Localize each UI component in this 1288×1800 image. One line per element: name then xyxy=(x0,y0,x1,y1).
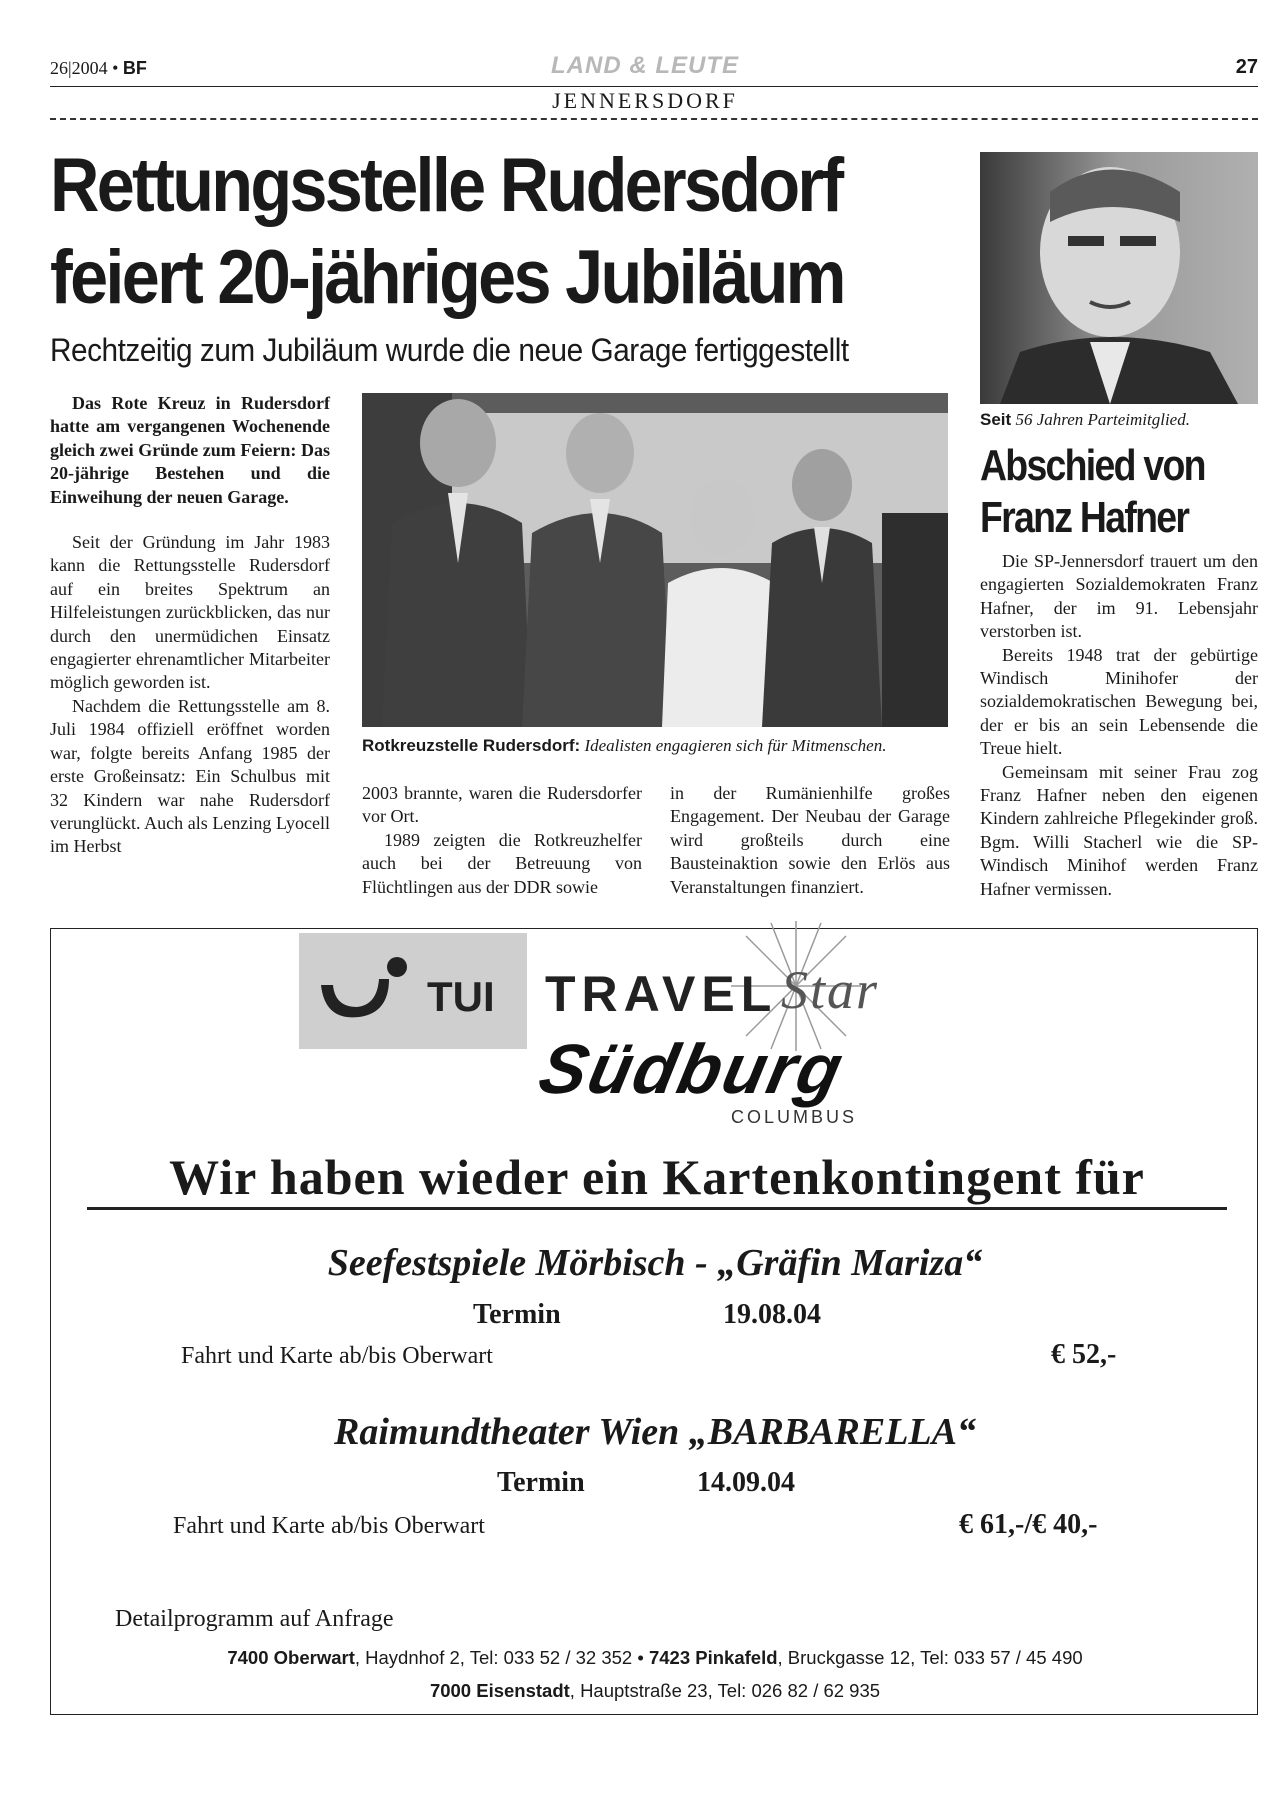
sidebar-paragraph-1: Die SP-Jennersdorf trauert um den engagierten Sozialdemokraten Franz Hafner, der im 91. Lebensjahr verstorben ist. xyxy=(980,551,1258,642)
sidebar-column xyxy=(980,550,1258,901)
contact-address-oberwart: , Haydnhof 2, Tel: 033 52 / 32 352 • xyxy=(354,1647,649,1668)
contact-address-eisenstadt: , Hauptstraße 23, Tel: 026 82 / 62 935 xyxy=(569,1680,881,1701)
sidebar-paragraph-2: Bereits 1948 trat der gebürtige Windisch Minihofer der sozialdemokratischen Bewegung bei, der er bis an sein Lebensende die Treue hielt. xyxy=(980,644,1258,759)
page-number: 27 xyxy=(1235,56,1258,78)
article-column-1 xyxy=(50,392,330,859)
portrait-illustration xyxy=(980,152,1258,404)
event-1-date: 19.08.04 xyxy=(723,1299,821,1330)
article-paragraph-5: in der Rumänienhilfe großes Engagement. Der Neubau der Garage wird großteils durch eine Bausteinaktion sowie den Erlös aus Veranstaltungen finanziert. xyxy=(670,783,950,897)
article-paragraph-1: Seit der Gründung im Jahr 1983 kann die Rettungsstelle Rudersdorf auf ein breites Spektrum an Hilfeleistungen zurückblicken, das nur durch den unermüdichen Einsatz engagierter ehrenamtlicher Mitarbeiter möglich geworden ist. xyxy=(50,532,330,693)
header-dashed-rule xyxy=(50,118,1258,120)
article-paragraph-3: 2003 brannte, waren die Rudersdorfer vor Ort. xyxy=(362,783,642,827)
article-column-3 xyxy=(670,782,950,899)
photo-caption xyxy=(362,736,962,756)
brand-suedburg: Südburg xyxy=(532,1030,852,1108)
brand-columbus: COLUMBUS xyxy=(731,1107,858,1127)
place-title: JENNERSDORF xyxy=(552,88,738,113)
group-photo-illustration xyxy=(362,393,948,727)
contact-city-oberwart: 7400 Oberwart xyxy=(227,1647,355,1668)
contact-line-2 xyxy=(51,1680,1259,1702)
portrait-caption-text: 56 Jahren Parteimitglied. xyxy=(1015,410,1190,429)
contact-city-pinkafeld: 7423 Pinkafeld xyxy=(648,1647,778,1668)
tui-logo-box xyxy=(299,933,527,1049)
issue-bullet: • xyxy=(112,58,119,78)
event-1-price: € 52,- xyxy=(1051,1339,1117,1370)
sidebar-headline: Abschied von Franz Hafner xyxy=(980,441,1205,542)
header-rule xyxy=(50,86,1258,87)
event-1-termin-label: Termin xyxy=(473,1299,561,1330)
brand-star: Star xyxy=(781,960,880,1020)
advertisement xyxy=(50,928,1258,1715)
sidebar-paragraph-3: Gemeinsam mit seiner Frau zog Franz Hafner neben den eigenen Kindern zahlreiche Pflegekinder groß. Bgm. Willi Stacherl wie die SP-Windisch Minihof werden Franz Hafner vermissen. xyxy=(980,761,1258,899)
photo-caption-label: Rotkreuzstelle Rudersdorf: xyxy=(362,736,581,755)
section-title: LAND & LEUTE xyxy=(551,52,739,79)
article-lead: Das Rote Kreuz in Rudersdorf hatte am vergangenen Wochenende gleich zwei Gründe zum Feiern: Das 20-jährige Bestehen und die Einweihung der neuen Garage. xyxy=(50,393,330,507)
article-subheadline: Rechtzeitig zum Jubiläum wurde die neue Garage fertiggestellt xyxy=(50,332,849,368)
issue-number: 26|2004 xyxy=(50,58,108,78)
brand-travel: TRAVEL xyxy=(545,966,778,1022)
event-2-date: 14.09.04 xyxy=(697,1467,795,1498)
event-1-trip: Fahrt und Karte ab/bis Oberwart xyxy=(181,1343,493,1369)
event-2-termin-label: Termin xyxy=(497,1467,585,1498)
tui-smile-icon xyxy=(315,955,415,1027)
article-paragraph-2: Nachdem die Rettungsstelle am 8. Juli 1984 offiziell eröffnet worden war, folgte bereits Anfang 1985 der erste Großeinsatz: Ein Schulbus mit 32 Kindern war nahe Rudersdorf verunglückt. Auch als Lenzing Lyocell im Herbst xyxy=(50,695,330,857)
article-column-2 xyxy=(362,782,642,899)
photo-caption-text: Idealisten engagieren sich für Mitmenschen. xyxy=(584,736,887,755)
article-headline: Rettungsstelle Rudersdorf feiert 20-jähriges Jubiläum xyxy=(50,143,844,320)
ad-headline: Wir haben wieder ein Kartenkontingent für xyxy=(87,1147,1227,1210)
article-paragraph-4: 1989 zeigten die Rotkreuzhelfer auch bei der Betreuung von Flüchtlingen aus der DDR sowie xyxy=(362,829,642,897)
contact-city-eisenstadt: 7000 Eisenstadt xyxy=(429,1680,570,1701)
portrait-caption xyxy=(980,410,1260,430)
contact-address-pinkafeld: , Bruckgasse 12, Tel: 033 57 / 45 490 xyxy=(777,1647,1083,1668)
event-2-price: € 61,-/€ 40,- xyxy=(959,1509,1098,1540)
publication-name: BF xyxy=(122,58,147,78)
event-2-title: Raimundtheater Wien „BARBARELLA“ xyxy=(334,1411,976,1453)
brand-tui: TUI xyxy=(427,973,495,1020)
event-2-trip: Fahrt und Karte ab/bis Oberwart xyxy=(173,1513,485,1539)
detail-program: Detailprogramm auf Anfrage xyxy=(115,1606,394,1632)
contact-line-1 xyxy=(51,1647,1259,1669)
portrait-caption-label: Seit xyxy=(980,410,1012,429)
article-photo xyxy=(362,393,948,727)
event-1-title: Seefestspiele Mörbisch - „Gräfin Mariza“ xyxy=(327,1242,983,1284)
portrait-photo xyxy=(980,152,1258,404)
issue-info xyxy=(50,58,147,79)
